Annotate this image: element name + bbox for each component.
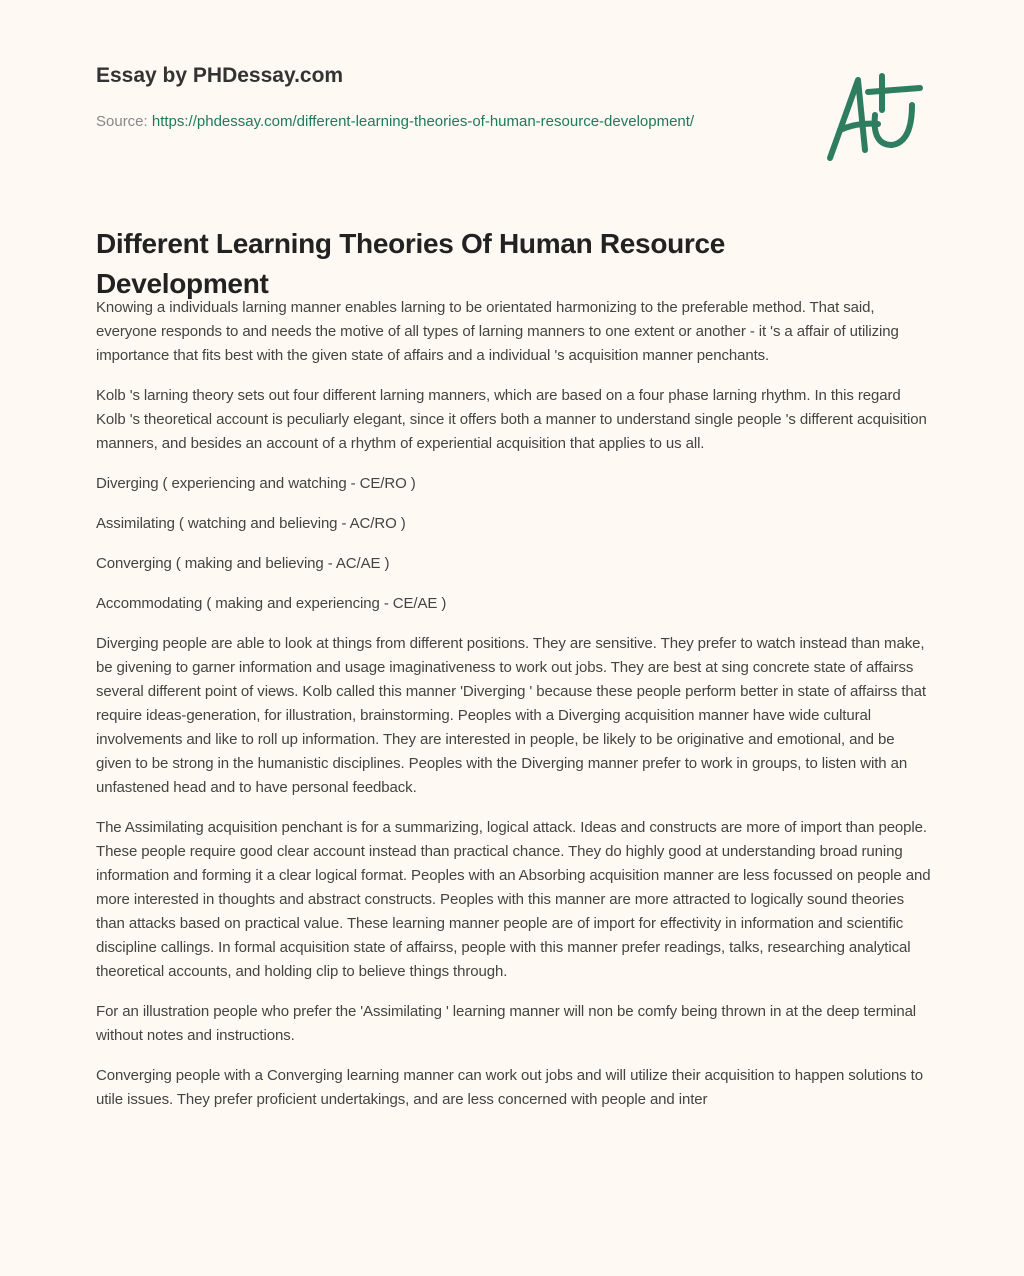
a-plus-logo-icon bbox=[820, 70, 930, 165]
paragraph: Kolb 's larning theory sets out four different larning manners, which are based on a four phase larning rhythm. In this regard Kolb 's theoretical account is peculiarly elegant, since it offers both a manner to understand single people 's different acquisition manners, and besides an account of a rhythm of experiential acquisition that applies to us all. bbox=[96, 387, 927, 452]
paragraph: The Assimilating acquisition penchant is for a summarizing, logical attack. Ideas and constructs are more of import than people. These people require good clear account instead than practical chance. They do highly good at understanding broad runing information and forming it a clear logical format. Peoples with an Absorbing acquisition manner are less focussed on people and more interested in thoughts and abstract constructs. Peoples with this manner are more attracted to logically sound theories than attacks based on practical value. These learning manner people are of import for effectivity in information and scientific discipline callings. In formal acquisition state of affairss, people with this manner prefer readings, talks, researching analytical theoretical accounts, and holding clip to believe things through. bbox=[96, 819, 931, 980]
site-brand: Essay by PHDessay.com bbox=[96, 64, 344, 87]
paragraph: Converging ( making and believing - AC/AE ) bbox=[96, 555, 390, 572]
paragraph: Converging people with a Converging learning manner can work out jobs and will utilize their acquisition to happen solutions to utile issues. They prefer proficient undertakings, and are less concerned with people and inter bbox=[96, 1067, 923, 1108]
page-title: Different Learning Theories Of Human Resource Development bbox=[96, 228, 726, 299]
source-link[interactable]: https://phdessay.com/different-learning-theories-of-human-resource-development/ bbox=[151, 113, 695, 130]
paragraph: Diverging ( experiencing and watching - CE/RO ) bbox=[96, 475, 416, 492]
paragraph: Assimilating ( watching and believing - AC/RO ) bbox=[96, 515, 406, 532]
paragraph: Knowing a individuals larning manner enables larning to be orientated harmonizing to the preferable method. That said, everyone responds to and needs the motive of all types of larning manners to one extent or another - it 's a affair of utilizing importance that fits best with the given state of affairs and a individual 's acquisition manner penchants. bbox=[96, 299, 899, 364]
paragraph: For an illustration people who prefer the 'Assimilating ' learning manner will non be comfy being thrown in at the deep terminal without notes and instructions. bbox=[96, 1003, 917, 1044]
source-label: Source: bbox=[96, 113, 152, 130]
essay-body bbox=[96, 296, 932, 1128]
paragraph: Accommodating ( making and experiencing - CE/AE ) bbox=[96, 595, 447, 612]
source-line bbox=[96, 110, 736, 134]
paragraph: Diverging people are able to look at things from different positions. They are sensitive. They prefer to watch instead than make, be givening to garner information and usage imaginativeness to work out jobs. They are best at sing concrete state of affairss several different point of views. Kolb called this manner 'Diverging ' because these people perform better in state of affairss that require ideas-generation, for illustration, brainstorming. Peoples with a Diverging acquisition manner have wide cultural involvements and like to roll up information. They are interested in people, be likely to be originative and emotional, and be given to be strong in the humanistic disciplines. Peoples with the Diverging manner prefer to work in groups, to listen with an unfastened head and to have personal feedback. bbox=[96, 635, 926, 796]
